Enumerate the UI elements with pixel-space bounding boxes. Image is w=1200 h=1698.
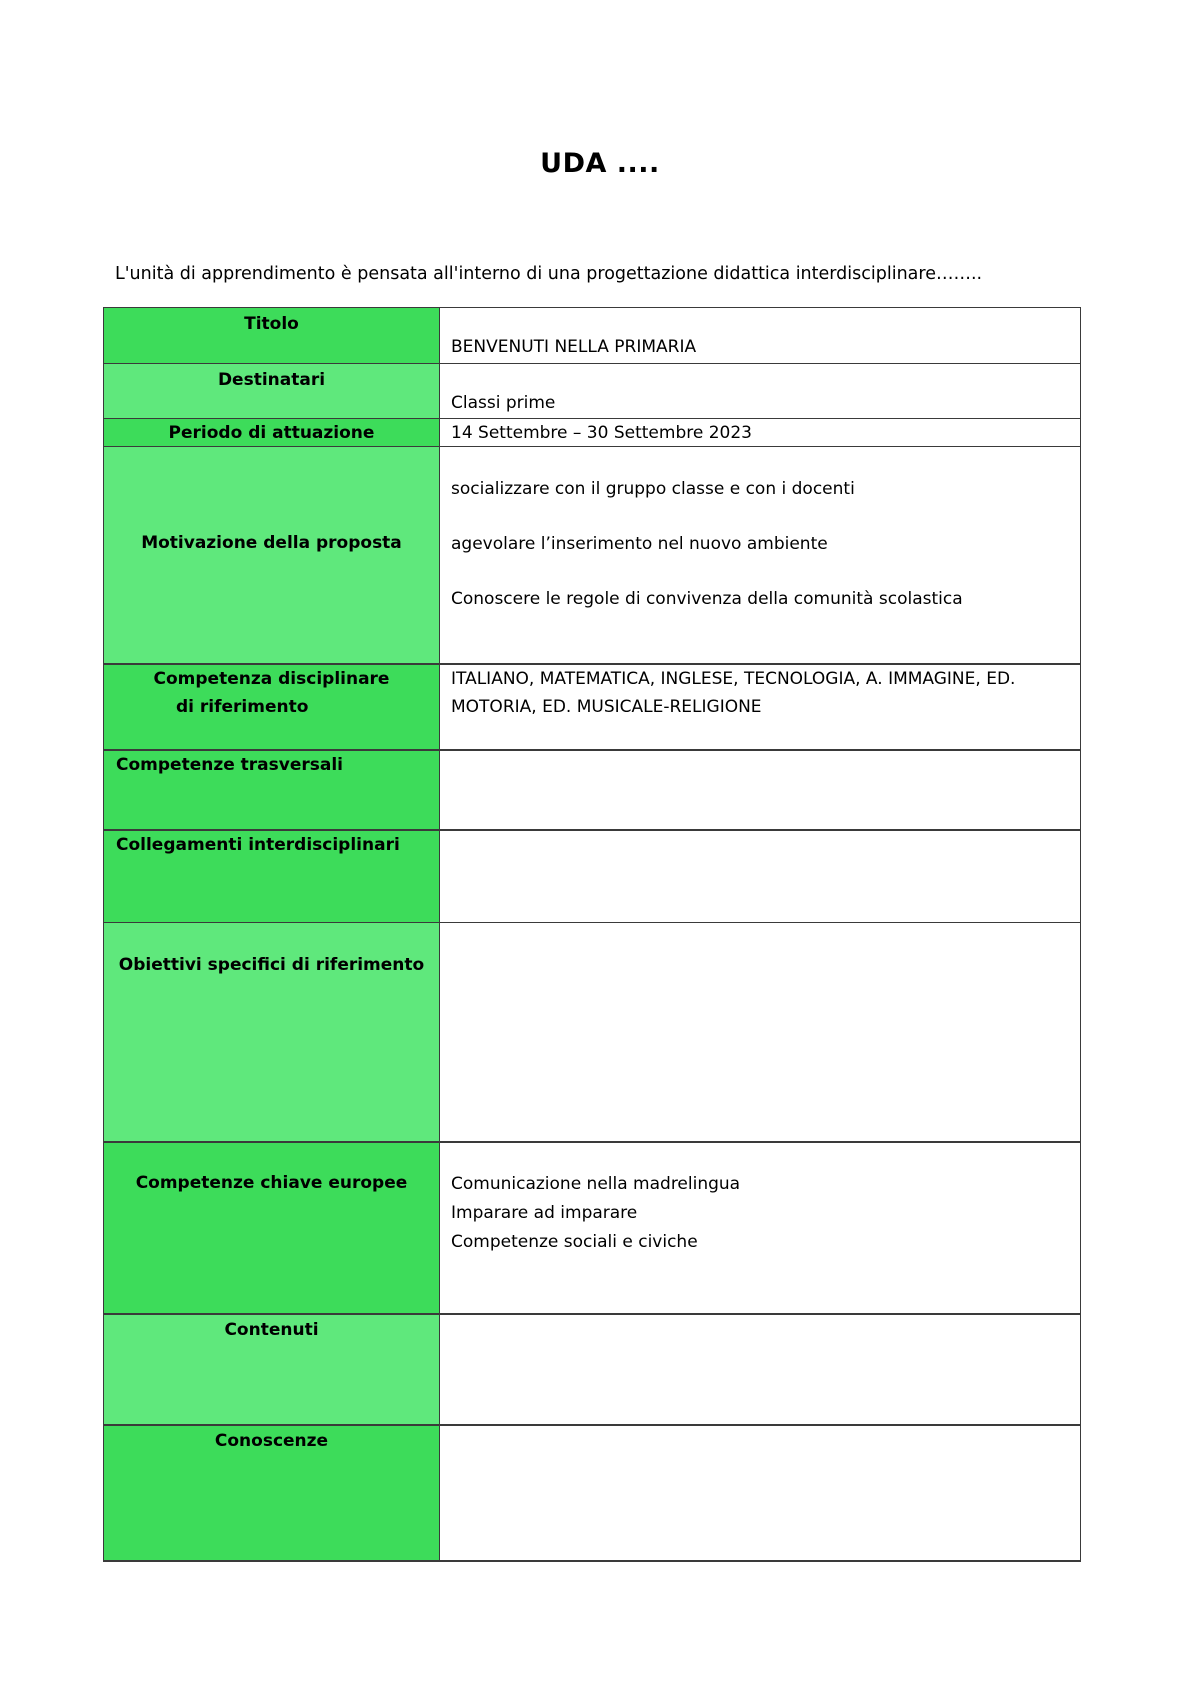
motivazione-item: agevolare l’inserimento nel nuovo ambiente (451, 534, 828, 554)
value-motivazione (440, 447, 1081, 664)
label-competenza-disciplinare (104, 664, 440, 750)
motivazione-item: socializzare con il gruppo classe e con i docenti (451, 479, 855, 499)
row-periodo (104, 419, 1081, 447)
label-obiettivi: Obiettivi specifici di riferimento (104, 923, 440, 1142)
row-competenza-disciplinare (104, 664, 1081, 750)
label-collegamenti: Collegamenti interdisciplinari (104, 830, 440, 923)
label-conoscenze: Conoscenze (104, 1425, 440, 1561)
value-competenza-disciplinare: ITALIANO, MATEMATICA, INGLESE, TECNOLOGIA, A. IMMAGINE, ED. MOTORIA, ED. MUSICALE-RELIGIONE (440, 664, 1081, 750)
row-competenze-chiave (104, 1142, 1081, 1314)
value-competenze-chiave (440, 1142, 1081, 1314)
label-destinatari: Destinatari (104, 364, 440, 419)
label-motivazione: Motivazione della proposta (104, 447, 440, 664)
row-contenuti (104, 1314, 1081, 1425)
competenza-chiave-item: Competenze sociali e civiche (451, 1231, 698, 1252)
row-destinatari (104, 364, 1081, 419)
value-conoscenze (440, 1425, 1081, 1561)
label-contenuti: Contenuti (104, 1314, 440, 1425)
label-periodo: Periodo di attuazione (104, 419, 440, 447)
row-collegamenti (104, 830, 1081, 923)
value-contenuti (440, 1314, 1081, 1425)
value-collegamenti (440, 830, 1081, 923)
row-conoscenze (104, 1425, 1081, 1561)
row-competenze-trasversali (104, 750, 1081, 830)
row-motivazione (104, 447, 1081, 664)
label-titolo: Titolo (104, 308, 440, 364)
row-titolo (104, 308, 1081, 364)
value-obiettivi (440, 923, 1081, 1142)
uda-table (103, 307, 1081, 1562)
label-line: di riferimento (176, 696, 309, 717)
value-competenze-trasversali (440, 750, 1081, 830)
intro-text: L'unità di apprendimento è pensata all'interno di una progettazione didattica interdisciplinare…….. (115, 264, 983, 284)
label-competenze-chiave: Competenze chiave europee (104, 1142, 440, 1314)
label-line: Competenza disciplinare (153, 668, 390, 689)
competenza-chiave-item: Imparare ad imparare (451, 1202, 638, 1223)
row-obiettivi (104, 923, 1081, 1142)
value-periodo: 14 Settembre – 30 Settembre 2023 (440, 419, 1081, 447)
value-destinatari: Classi prime (440, 364, 1081, 419)
document-title: UDA .... (540, 148, 660, 179)
motivazione-item: Conoscere le regole di convivenza della comunità scolastica (451, 589, 963, 609)
label-competenze-trasversali: Competenze trasversali (104, 750, 440, 830)
competenza-chiave-item: Comunicazione nella madrelingua (451, 1173, 741, 1194)
value-titolo: BENVENUTI NELLA PRIMARIA (440, 308, 1081, 364)
